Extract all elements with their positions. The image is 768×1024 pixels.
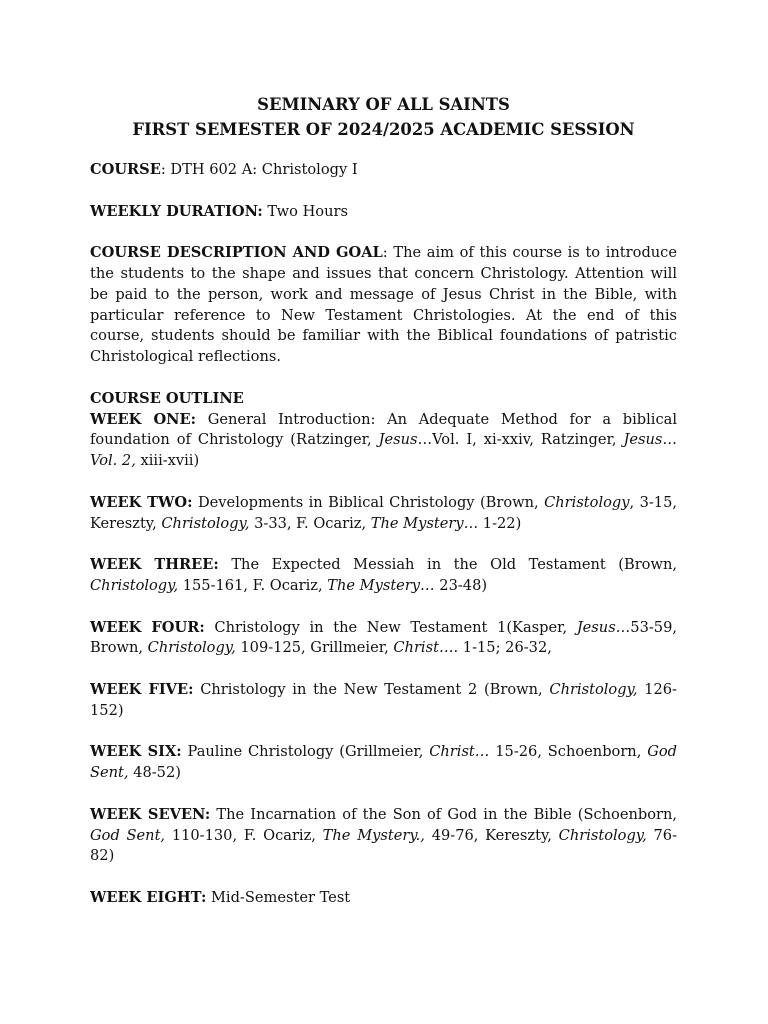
- week-text: The Incarnation of the Son of God in the Bible (Schoenborn,: [210, 805, 677, 823]
- course-line: [90, 160, 677, 181]
- reference-title: Jesus…: [576, 618, 631, 636]
- week-label: WEEK SEVEN:: [90, 805, 211, 823]
- week-entry: [90, 555, 677, 597]
- course-label: COURSE: [90, 161, 161, 178]
- reference-title: Christology,: [90, 576, 179, 594]
- week-text: Christology in the New Testament 1(Kasper,: [204, 618, 577, 636]
- description-text: : The aim of this course is to introduce the students to the shape and issues that concern Christology. Attention will be paid to the person, work and message of Jesus Christ in the Bible, with particular reference to New Testament Christologies. At the end of this course, students should be familiar with the Biblical foundations of patristic Christological reflections.: [90, 244, 677, 366]
- week-text: , 3-15, Kereszty,: [90, 493, 677, 532]
- reference-title: Jesus…Vol. 2,: [90, 431, 677, 470]
- reference-title: Jesus: [378, 431, 418, 449]
- week-entry: [90, 742, 677, 784]
- week-text: 48-52): [128, 764, 181, 782]
- duration-line: [90, 202, 677, 223]
- week-text: 53-59, Brown,: [90, 618, 677, 657]
- week-text: 76-82): [90, 826, 678, 865]
- reference-title: God Sent,: [90, 743, 677, 782]
- week-list: [90, 410, 677, 909]
- week-text: 23-48): [434, 576, 488, 594]
- week-label: WEEK FIVE:: [90, 680, 194, 698]
- week-text: The Expected Messiah in the Old Testament (Brown,: [218, 556, 678, 574]
- week-label: WEEK FOUR:: [90, 618, 205, 636]
- week-text: 155-161, F. Ocariz,: [178, 576, 328, 594]
- reference-title: Christ…: [429, 743, 490, 761]
- course-value: : DTH 602 A: Christology I: [160, 161, 358, 178]
- week-text: 49-76, Kereszty,: [424, 826, 559, 844]
- week-text: 110-130, F. Ocariz,: [165, 826, 323, 844]
- reference-title: God Sent,: [90, 826, 166, 844]
- week-label: WEEK SIX:: [90, 743, 182, 761]
- week-text: xiii-xvii): [135, 452, 200, 470]
- reference-title: Christology,: [161, 514, 250, 532]
- week-text: 1-22): [478, 514, 522, 532]
- course-outline-heading: COURSE OUTLINE: [90, 389, 244, 407]
- description-label: COURSE DESCRIPTION AND GOAL: [90, 244, 383, 262]
- week-label: WEEK TWO:: [90, 493, 193, 511]
- document-page: [90, 93, 677, 909]
- session-title: FIRST SEMESTER OF 2024/2025 ACADEMIC SESSION: [132, 119, 635, 139]
- course-description: [90, 243, 677, 368]
- reference-title: Christ….: [393, 639, 459, 657]
- week-text: Developments in Biblical Christology (Brown,: [192, 493, 545, 511]
- week-text: …Vol. I, xi-xxiv, Ratzinger,: [417, 431, 624, 449]
- week-entry: [90, 618, 677, 660]
- week-label: WEEK THREE:: [90, 556, 219, 574]
- week-text: General Introduction: An Adequate Method for a biblical foundation of Christology (Ratzinger,: [90, 410, 677, 449]
- reference-title: The Mystery.,: [322, 826, 425, 844]
- week-text: 1-15; 26-32,: [458, 639, 552, 657]
- reference-title: The Mystery…: [327, 576, 435, 594]
- reference-title: Christology: [544, 493, 630, 511]
- week-entry: [90, 410, 677, 472]
- week-entry: [90, 888, 677, 909]
- week-label: WEEK EIGHT:: [90, 888, 207, 906]
- week-entry: [90, 805, 677, 867]
- reference-title: Christology,: [147, 639, 236, 657]
- week-entry: [90, 493, 677, 535]
- week-text: 3-33, F. Ocariz,: [249, 514, 371, 532]
- duration-value: Two Hours: [262, 202, 348, 220]
- week-text: Mid-Semester Test: [206, 888, 351, 906]
- week-entry: [90, 680, 677, 722]
- reference-title: Christology,: [549, 680, 638, 698]
- reference-title: The Mystery…: [370, 514, 479, 532]
- week-label: WEEK ONE:: [90, 410, 197, 428]
- reference-title: Christology,: [558, 826, 647, 844]
- week-text: Christology in the New Testament 2 (Brown,: [193, 680, 550, 698]
- week-text: 15-26, Schoenborn,: [489, 743, 648, 761]
- week-text: 126-152): [90, 680, 677, 719]
- duration-label: WEEKLY DURATION:: [90, 202, 263, 220]
- week-text: Pauline Christology (Grillmeier,: [181, 743, 430, 761]
- institution-title: SEMINARY OF ALL SAINTS: [257, 95, 510, 114]
- week-text: 109-125, Grillmeier,: [235, 639, 394, 657]
- document-header: [90, 93, 677, 142]
